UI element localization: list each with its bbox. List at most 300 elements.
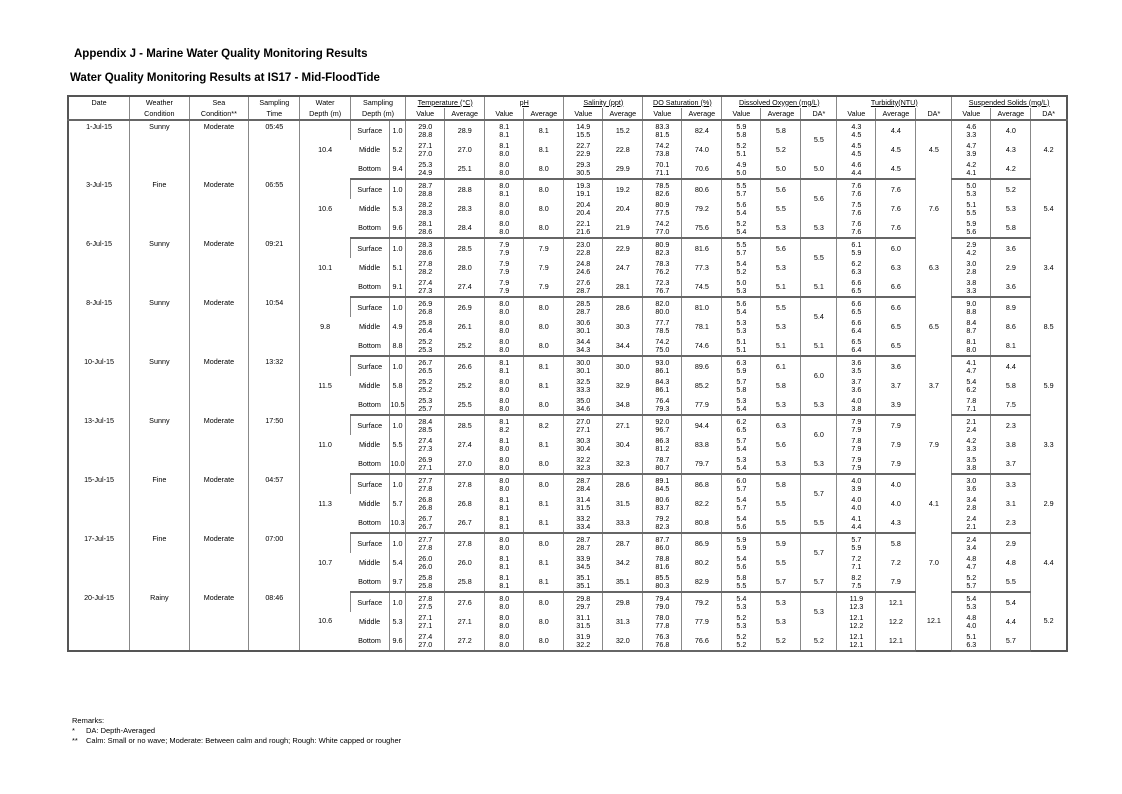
dissolved-oxygen-values-cell [722, 513, 761, 533]
turbidity-values-cell [837, 631, 876, 651]
temperature-average-cell: 27.2 [445, 631, 485, 651]
turbidity-value-2: 4.5 [851, 148, 862, 158]
do-saturation-value-2: 81.2 [655, 443, 670, 453]
salinity-average-cell: 15.2 [603, 120, 643, 140]
table-title: Water Quality Monitoring Results at IS17 - Mid-FloodTide [70, 72, 380, 84]
do-saturation-value-2: 96.7 [655, 424, 670, 434]
salinity-values-cell [564, 140, 603, 159]
suspended-solids-average-cell: 3.6 [991, 277, 1031, 297]
temperature-value-1: 29.0 [418, 121, 433, 131]
remark-text: DA: Depth-Averaged [86, 726, 156, 735]
turbidity-value-2: 7.9 [851, 424, 862, 434]
turbidity-average-cell: 12.1 [876, 592, 916, 612]
temperature-value-1: 27.7 [418, 534, 433, 544]
do-saturation-average-cell: 75.6 [682, 218, 722, 238]
suspended-solids-value-1: 3.5 [966, 454, 977, 464]
turbidity-average-cell: 7.9 [876, 572, 916, 592]
suspended-solids-value-2: 6.2 [966, 384, 977, 394]
depth-value-cell: 8.8 [389, 336, 405, 356]
suspended-solids-value-1: 4.7 [966, 140, 977, 150]
date-cell: 15-Jul-15 [84, 475, 115, 484]
do-saturation-values-cell [643, 513, 682, 533]
header-ph: pH [485, 96, 564, 108]
temperature-value-2: 27.0 [418, 148, 433, 158]
temperature-value-1: 27.4 [418, 631, 433, 641]
dissolved-oxygen-value-2: 5.2 [736, 639, 747, 649]
depth-value-cell: 5.4 [389, 553, 405, 572]
do-saturation-value-2: 77.8 [655, 620, 670, 630]
depth-level-cell: Middle [358, 439, 381, 449]
temperature-value-1: 25.3 [418, 395, 433, 405]
suspended-solids-values-cell [952, 494, 991, 513]
suspended-solids-value-2: 3.4 [966, 542, 977, 552]
temperature-average-cell: 25.8 [445, 572, 485, 592]
do-saturation-average-cell: 80.8 [682, 513, 722, 533]
temperature-values-cell [406, 435, 445, 454]
do-saturation-value-1: 72.3 [655, 277, 670, 287]
ph-value-1: 7.9 [499, 239, 510, 249]
sea-condition-cell: Moderate [189, 179, 249, 238]
dissolved-oxygen-value-1: 5.3 [736, 454, 747, 464]
do-saturation-value-2: 82.3 [655, 521, 670, 531]
depth-value-cell: 5.1 [389, 258, 405, 277]
turbidity-da-cell: 4.1 [916, 474, 952, 533]
temperature-average-cell: 26.6 [445, 356, 485, 376]
salinity-value-1: 20.4 [576, 199, 591, 209]
temperature-values-cell [406, 336, 445, 356]
suspended-solids-value-2: 3.3 [966, 443, 977, 453]
ph-value-2: 8.0 [499, 542, 510, 552]
ph-value-2: 8.0 [499, 148, 510, 158]
do-saturation-value-2: 80.0 [655, 306, 670, 316]
turbidity-values-cell [837, 494, 876, 513]
temperature-average-cell: 27.8 [445, 533, 485, 553]
dissolved-oxygen-value-1: 5.4 [736, 513, 747, 523]
header-do-saturation-average: Average [682, 108, 722, 120]
do-saturation-average-cell: 89.6 [682, 356, 722, 376]
water-depth-cell: 10.6 [300, 592, 350, 651]
temperature-values-cell [406, 317, 445, 336]
dissolved-oxygen-value-2: 5.4 [736, 306, 747, 316]
do-saturation-values-cell [643, 533, 682, 553]
turbidity-value-2: 4.4 [851, 521, 862, 531]
do-saturation-average-cell: 85.2 [682, 376, 722, 395]
depth-value-cell: 1.0 [389, 474, 405, 494]
salinity-values-cell [564, 317, 603, 336]
table-row [68, 297, 1067, 317]
suspended-solids-average-cell: 4.0 [991, 120, 1031, 140]
turbidity-value-1: 6.1 [851, 239, 862, 249]
ph-value-1: 8.0 [499, 159, 510, 169]
ph-value-2: 8.1 [499, 561, 510, 571]
turbidity-values-cell [837, 258, 876, 277]
salinity-average-cell: 22.8 [603, 140, 643, 159]
temperature-value-1: 25.2 [418, 376, 433, 386]
do-saturation-value-2: 77.5 [655, 207, 670, 217]
turbidity-da-cell: 6.5 [916, 297, 952, 356]
turbidity-average-cell: 7.6 [876, 218, 916, 238]
suspended-solids-value-2: 4.1 [966, 167, 977, 177]
temperature-values-cell [406, 120, 445, 140]
ph-average-cell: 8.0 [524, 218, 564, 238]
suspended-solids-value-2: 2.4 [966, 424, 977, 434]
temperature-average-cell: 27.0 [445, 140, 485, 159]
suspended-solids-da-cell: 5.4 [1031, 179, 1067, 238]
table-row [68, 356, 1067, 376]
salinity-average-cell: 27.1 [603, 415, 643, 435]
salinity-values-cell [564, 395, 603, 415]
salinity-value-2: 30.1 [576, 325, 591, 335]
water-depth-cell: 9.8 [300, 297, 350, 356]
suspended-solids-value-1: 2.1 [966, 416, 977, 426]
temperature-value-2: 27.1 [418, 620, 433, 630]
do-saturation-value-2: 81.6 [655, 561, 670, 571]
salinity-average-cell: 30.4 [603, 435, 643, 454]
temperature-values-cell [406, 533, 445, 553]
water-depth-cell: 10.1 [300, 238, 350, 297]
salinity-average-cell: 21.9 [603, 218, 643, 238]
ph-value-2: 8.0 [499, 325, 510, 335]
ph-value-2: 8.0 [499, 207, 510, 217]
ph-average-cell: 8.0 [524, 297, 564, 317]
do-saturation-value-2: 78.5 [655, 325, 670, 335]
dissolved-oxygen-value-2: 5.0 [736, 167, 747, 177]
header-do-saturation: DO Saturation (%) [643, 96, 722, 108]
do-saturation-value-1: 79.2 [655, 513, 670, 523]
dissolved-oxygen-da-bottom-cell: 5.1 [801, 277, 837, 297]
remarks [72, 716, 401, 746]
dissolved-oxygen-value-1: 5.2 [736, 631, 747, 641]
turbidity-value-2: 4.5 [851, 129, 862, 139]
depth-value-cell: 9.1 [389, 277, 405, 297]
dissolved-oxygen-value-2: 5.7 [736, 502, 747, 512]
suspended-solids-average-cell: 2.9 [991, 258, 1031, 277]
salinity-values-cell [564, 159, 603, 179]
ph-value-1: 8.0 [499, 376, 510, 386]
suspended-solids-average-cell: 4.3 [991, 140, 1031, 159]
turbidity-values-cell [837, 435, 876, 454]
salinity-average-cell: 28.6 [603, 474, 643, 494]
depth-value-cell: 1.0 [389, 356, 405, 376]
temperature-value-2: 27.8 [418, 542, 433, 552]
dissolved-oxygen-value-2: 5.3 [736, 620, 747, 630]
temperature-value-1: 25.3 [418, 159, 433, 169]
ph-value-2: 8.0 [499, 601, 510, 611]
header-row-1 [68, 96, 1067, 108]
temperature-values-cell [406, 612, 445, 631]
do-saturation-value-2: 75.0 [655, 344, 670, 354]
temperature-value-2: 26.0 [418, 561, 433, 571]
ph-value-1: 8.0 [499, 631, 510, 641]
ph-average-cell: 8.1 [524, 120, 564, 140]
do-saturation-values-cell [643, 474, 682, 494]
do-saturation-values-cell [643, 199, 682, 218]
depth-value-cell: 9.4 [389, 159, 405, 179]
temperature-average-cell: 28.8 [445, 179, 485, 199]
suspended-solids-value-1: 3.0 [966, 475, 977, 485]
ph-average-cell: 8.0 [524, 159, 564, 179]
temperature-value-2: 28.2 [418, 266, 433, 276]
do-saturation-average-cell: 86.8 [682, 474, 722, 494]
ph-value-2: 8.0 [499, 403, 510, 413]
depth-value-cell: 1.0 [389, 297, 405, 317]
depth-level-cell: Bottom [350, 159, 389, 179]
dissolved-oxygen-da-cell: 6.0 [801, 415, 837, 454]
dissolved-oxygen-value-2: 5.7 [736, 247, 747, 257]
temperature-value-2: 28.8 [418, 129, 433, 139]
do-saturation-average-cell: 74.6 [682, 336, 722, 356]
ph-average-cell: 8.0 [524, 533, 564, 553]
salinity-values-cell [564, 513, 603, 533]
dissolved-oxygen-average-cell: 5.8 [761, 474, 801, 494]
weather-cell: Sunny [130, 297, 190, 356]
header-suspended-solids: Suspended Solids (mg/L) [952, 96, 1067, 108]
ph-value-2: 8.1 [499, 188, 510, 198]
header-temperature-value: Value [406, 108, 445, 120]
turbidity-value-1: 7.6 [851, 180, 862, 190]
dissolved-oxygen-average-cell: 5.2 [761, 631, 801, 651]
temperature-value-2: 27.3 [418, 285, 433, 295]
salinity-value-2: 34.5 [576, 561, 591, 571]
suspended-solids-values-cell [952, 533, 991, 553]
suspended-solids-values-cell [952, 612, 991, 631]
turbidity-average-cell: 6.5 [876, 317, 916, 336]
salinity-value-2: 28.7 [576, 542, 591, 552]
salinity-average-cell: 28.6 [603, 297, 643, 317]
depth-level-cell: Surface [350, 120, 389, 140]
do-saturation-value-1: 77.7 [655, 317, 670, 327]
temperature-value-1: 27.4 [418, 277, 433, 287]
header-suspended-solids-value: Value [952, 108, 991, 120]
header-weather-condition: Condition [130, 108, 190, 120]
turbidity-average-cell: 6.0 [876, 238, 916, 258]
dissolved-oxygen-average-cell: 5.5 [761, 513, 801, 533]
temperature-average-cell: 25.2 [445, 336, 485, 356]
dissolved-oxygen-average-cell: 5.6 [761, 238, 801, 258]
dissolved-oxygen-values-cell [722, 415, 761, 435]
turbidity-values-cell [837, 120, 876, 140]
do-saturation-values-cell [643, 159, 682, 179]
temperature-value-1: 25.2 [418, 336, 433, 346]
dissolved-oxygen-values-cell [722, 474, 761, 494]
temperature-average-cell: 28.3 [445, 199, 485, 218]
turbidity-value-1: 4.0 [851, 475, 862, 485]
turbidity-values-cell [837, 140, 876, 159]
dissolved-oxygen-da-bottom-cell: 5.2 [801, 631, 837, 651]
suspended-solids-values-cell [952, 592, 991, 612]
ph-values-cell [485, 258, 524, 277]
temperature-value-1: 28.2 [418, 199, 433, 209]
suspended-solids-average-cell: 3.7 [991, 454, 1031, 474]
depth-level-cell: Middle [358, 321, 381, 331]
temperature-value-1: 28.1 [418, 218, 433, 228]
dissolved-oxygen-average-cell: 5.8 [761, 376, 801, 395]
turbidity-value-1: 6.6 [851, 298, 862, 308]
salinity-values-cell [564, 277, 603, 297]
temperature-value-1: 26.7 [418, 513, 433, 523]
water-quality-table [67, 95, 1068, 652]
ph-values-cell [485, 317, 524, 336]
ph-average-cell: 8.0 [524, 336, 564, 356]
temperature-value-1: 27.8 [418, 258, 433, 268]
ph-average-cell: 8.0 [524, 592, 564, 612]
dissolved-oxygen-values-cell [722, 277, 761, 297]
temperature-values-cell [406, 513, 445, 533]
ph-value-1: 8.0 [499, 454, 510, 464]
suspended-solids-value-1: 8.1 [966, 336, 977, 346]
temperature-value-1: 26.0 [418, 553, 433, 563]
depth-level-cell: Middle [358, 616, 381, 626]
temperature-value-2: 26.7 [418, 521, 433, 531]
ph-values-cell [485, 533, 524, 553]
suspended-solids-value-1: 5.4 [966, 376, 977, 386]
remark-line-2 [72, 736, 401, 746]
do-saturation-value-1: 85.5 [655, 572, 670, 582]
turbidity-average-cell: 7.2 [876, 553, 916, 572]
turbidity-values-cell [837, 297, 876, 317]
turbidity-da-cell: 12.1 [916, 592, 952, 651]
header-salinity-value: Value [564, 108, 603, 120]
turbidity-values-cell [837, 415, 876, 435]
suspended-solids-average-cell: 8.9 [991, 297, 1031, 317]
temperature-average-cell: 27.6 [445, 592, 485, 612]
ph-value-2: 8.1 [499, 129, 510, 139]
ph-value-1: 8.0 [499, 218, 510, 228]
suspended-solids-value-2: 8.8 [966, 306, 977, 316]
salinity-value-2: 27.1 [576, 424, 591, 434]
dissolved-oxygen-value-2: 5.8 [736, 129, 747, 139]
turbidity-value-1: 7.9 [851, 454, 862, 464]
suspended-solids-value-2: 5.7 [966, 580, 977, 590]
ph-value-1: 8.0 [499, 593, 510, 603]
temperature-values-cell [406, 218, 445, 238]
suspended-solids-average-cell: 5.8 [991, 376, 1031, 395]
dissolved-oxygen-value-2: 5.9 [736, 542, 747, 552]
temperature-values-cell [406, 572, 445, 592]
do-saturation-values-cell [643, 415, 682, 435]
do-saturation-average-cell: 82.4 [682, 120, 722, 140]
suspended-solids-da-cell: 5.2 [1031, 592, 1067, 651]
temperature-value-1: 27.1 [418, 140, 433, 150]
temperature-value-2: 26.8 [418, 502, 433, 512]
dissolved-oxygen-values-cell [722, 454, 761, 474]
dissolved-oxygen-values-cell [722, 317, 761, 336]
salinity-average-cell: 20.4 [603, 199, 643, 218]
ph-values-cell [485, 494, 524, 513]
suspended-solids-value-2: 6.3 [966, 639, 977, 649]
suspended-solids-average-cell: 5.3 [991, 199, 1031, 218]
depth-level-cell: Bottom [350, 336, 389, 356]
suspended-solids-average-cell: 4.8 [991, 553, 1031, 572]
turbidity-average-cell: 3.9 [876, 395, 916, 415]
dissolved-oxygen-value-1: 5.2 [736, 218, 747, 228]
sea-condition-cell: Moderate [189, 474, 249, 533]
suspended-solids-da-cell: 4.4 [1031, 533, 1067, 592]
sea-condition-cell: Moderate [189, 356, 249, 415]
dissolved-oxygen-value-2: 5.3 [736, 285, 747, 295]
sampling-time-cell: 13:32 [249, 356, 300, 415]
salinity-average-cell: 29.8 [603, 592, 643, 612]
dissolved-oxygen-value-2: 5.8 [736, 384, 747, 394]
suspended-solids-average-cell: 3.1 [991, 494, 1031, 513]
do-saturation-average-cell: 82.9 [682, 572, 722, 592]
weather-cell: Fine [130, 474, 190, 533]
ph-value-1: 8.0 [499, 298, 510, 308]
salinity-value-1: 29.3 [576, 159, 591, 169]
header-suspended-solids-da: DA* [1031, 108, 1067, 120]
ph-average-cell: 8.1 [524, 435, 564, 454]
depth-level-cell: Surface [350, 592, 389, 612]
ph-average-cell: 8.0 [524, 612, 564, 631]
do-saturation-value-2: 81.5 [655, 129, 670, 139]
dissolved-oxygen-values-cell [722, 553, 761, 572]
dissolved-oxygen-average-cell: 5.9 [761, 533, 801, 553]
do-saturation-value-1: 78.8 [655, 553, 670, 563]
ph-value-1: 8.1 [499, 553, 510, 563]
dissolved-oxygen-value-1: 5.4 [736, 494, 747, 504]
header-temperature: Temperature (°C) [406, 96, 485, 108]
date-cell: 17-Jul-15 [84, 534, 115, 543]
do-saturation-values-cell [643, 258, 682, 277]
do-saturation-average-cell: 80.6 [682, 179, 722, 199]
temperature-average-cell: 26.8 [445, 494, 485, 513]
dissolved-oxygen-da-bottom-cell: 5.5 [801, 513, 837, 533]
salinity-value-2: 29.7 [576, 601, 591, 611]
header-turbidity-value: Value [837, 108, 876, 120]
salinity-value-1: 22.7 [576, 140, 591, 150]
dissolved-oxygen-values-cell [722, 199, 761, 218]
depth-value-cell: 5.5 [389, 435, 405, 454]
do-saturation-average-cell: 76.6 [682, 631, 722, 651]
turbidity-value-2: 7.6 [851, 188, 862, 198]
ph-values-cell [485, 179, 524, 199]
suspended-solids-values-cell [952, 415, 991, 435]
turbidity-average-cell: 3.7 [876, 376, 916, 395]
temperature-value-1: 28.7 [418, 180, 433, 190]
suspended-solids-values-cell [952, 238, 991, 258]
do-saturation-value-1: 78.7 [655, 454, 670, 464]
salinity-average-cell: 31.5 [603, 494, 643, 513]
do-saturation-value-1: 76.4 [655, 395, 670, 405]
suspended-solids-values-cell [952, 258, 991, 277]
turbidity-values-cell [837, 317, 876, 336]
date-cell: 10-Jul-15 [84, 357, 115, 366]
temperature-average-cell: 27.0 [445, 454, 485, 474]
suspended-solids-average-cell: 7.5 [991, 395, 1031, 415]
turbidity-value-2: 5.9 [851, 542, 862, 552]
ph-value-2: 7.9 [499, 285, 510, 295]
dissolved-oxygen-average-cell: 5.3 [761, 612, 801, 631]
dissolved-oxygen-values-cell [722, 631, 761, 651]
sampling-time-cell: 09:21 [249, 238, 300, 297]
ph-value-2: 8.0 [499, 226, 510, 236]
ph-value-2: 7.9 [499, 247, 510, 257]
ph-average-cell: 7.9 [524, 258, 564, 277]
dissolved-oxygen-values-cell [722, 592, 761, 612]
do-saturation-average-cell: 78.1 [682, 317, 722, 336]
do-saturation-value-2: 79.0 [655, 601, 670, 611]
dissolved-oxygen-value-1: 5.2 [736, 612, 747, 622]
temperature-average-cell: 28.5 [445, 238, 485, 258]
dissolved-oxygen-da-bottom-cell: 5.3 [801, 395, 837, 415]
depth-value-cell: 9.6 [389, 631, 405, 651]
turbidity-average-cell: 6.3 [876, 258, 916, 277]
dissolved-oxygen-value-2: 5.1 [736, 148, 747, 158]
temperature-values-cell [406, 631, 445, 651]
turbidity-values-cell [837, 592, 876, 612]
do-saturation-value-2: 86.1 [655, 384, 670, 394]
sea-condition-cell: Moderate [189, 592, 249, 651]
